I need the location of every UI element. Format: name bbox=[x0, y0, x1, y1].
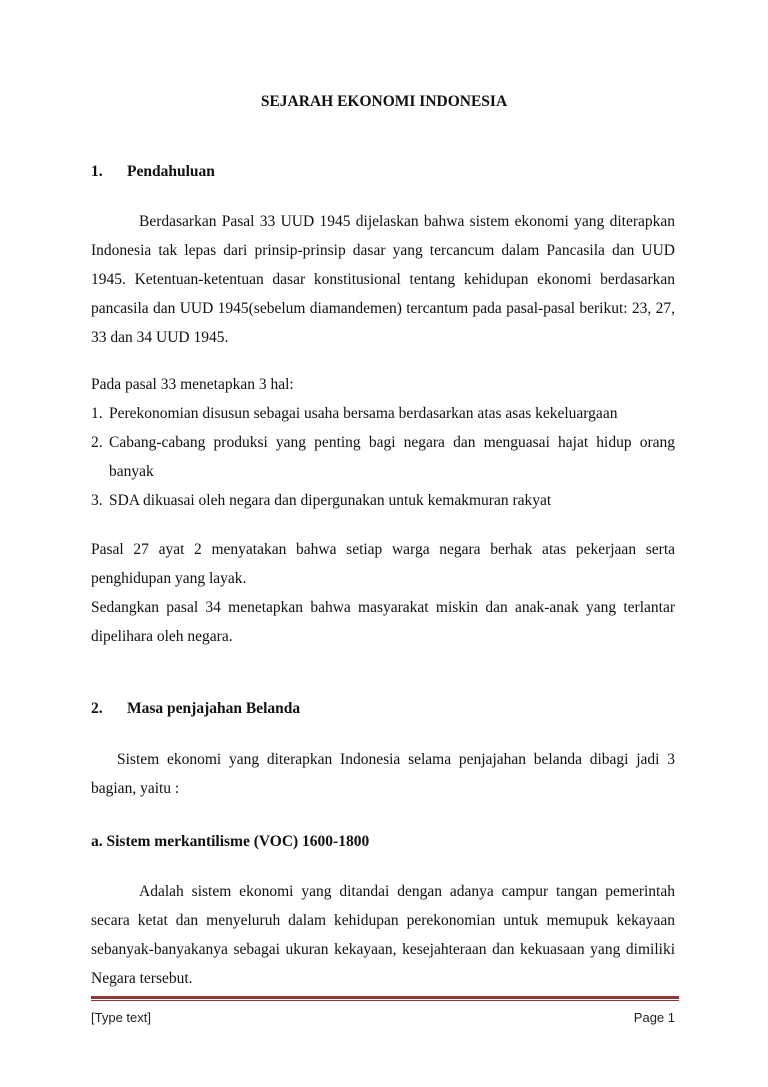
section-1-paragraph-text: Berdasarkan Pasal 33 UUD 1945 dijelaskan bahwa sistem ekonomi yang diterapkan Indonesia tak lepas dari prinsip-prinsip dasar yang tercancum dalam Pancasila dan UUD 1945. Ketentuan-ketentuan dasar konstitusional tentang kehidupan ekonomi berdasarkan pancasila dan UUD 1945(sebelum diamandemen) tercantum pada pasal-pasal berikut: 23, 27, 33 dan 34 UUD 1945. bbox=[91, 213, 675, 346]
pasal-33-intro: Pada pasal 33 menetapkan 3 hal: bbox=[91, 376, 294, 393]
footer-rule bbox=[91, 996, 679, 999]
footer-rule-thin bbox=[91, 1000, 679, 1001]
list-item-text: SDA dikuasai oleh negara dan dipergunakan untuk kemakmuran rakyat bbox=[109, 492, 552, 509]
list-item bbox=[91, 486, 675, 515]
document-title: SEJARAH EKONOMI INDONESIA bbox=[260, 93, 508, 110]
section-1-paragraph bbox=[91, 207, 675, 352]
pasal-34-text: Sedangkan pasal 34 menetapkan bahwa masyarakat miskin dan anak-anak yang terlantar dipelihara oleh negara. bbox=[91, 599, 675, 645]
list-item-number: 1. bbox=[91, 405, 103, 422]
section-1-heading bbox=[91, 163, 675, 181]
section-2-heading bbox=[91, 700, 675, 718]
subsection-a-paragraph bbox=[91, 877, 675, 993]
section-2-paragraph-text: Sistem ekonomi yang diterapkan Indonesia selama penjajahan belanda dibagi jadi 3 bagian, yaitu : bbox=[91, 751, 675, 797]
list-item bbox=[91, 399, 675, 428]
subsection-a-heading: a. Sistem merkantilisme (VOC) 1600-1800 bbox=[91, 833, 370, 850]
list-item bbox=[91, 428, 675, 486]
page-number: Page 1 bbox=[633, 1010, 675, 1025]
subsection-a-text: Adalah sistem ekonomi yang ditandai dengan adanya campur tangan pemerintah secara ketat dan menyeluruh dalam kehidupan perekonomian untuk memupuk kekayaan sebanyak-banyakanya sebagai ukuran kekayaan, kesejahteraan dan kekuasaan yang dimiliki Negara tersebut. bbox=[91, 883, 675, 987]
section-1-number: 1. bbox=[91, 163, 103, 180]
list-item-text: Perekonomian disusun sebagai usaha bersama berdasarkan atas asas kekeluargaan bbox=[109, 405, 618, 422]
section-1-title: Pendahuluan bbox=[127, 163, 215, 180]
section-2-title: Masa penjajahan Belanda bbox=[127, 700, 301, 717]
pasal-27-text: Pasal 27 ayat 2 menyatakan bahwa setiap warga negara berhak atas pekerjaan serta penghidupan yang layak. bbox=[91, 541, 675, 587]
page-footer bbox=[91, 1010, 675, 1025]
section-2-number: 2. bbox=[91, 700, 103, 717]
list-item-number: 3. bbox=[91, 492, 103, 509]
section-2-paragraph bbox=[91, 745, 675, 803]
pasal-33-list bbox=[91, 399, 675, 515]
list-item-number: 2. bbox=[91, 434, 103, 451]
pasal-27-paragraph bbox=[91, 535, 675, 651]
footer-left-text: [Type text] bbox=[91, 1010, 151, 1025]
list-item-text: Cabang-cabang produksi yang penting bagi negara dan menguasai hajat hidup orang banyak bbox=[109, 434, 675, 480]
